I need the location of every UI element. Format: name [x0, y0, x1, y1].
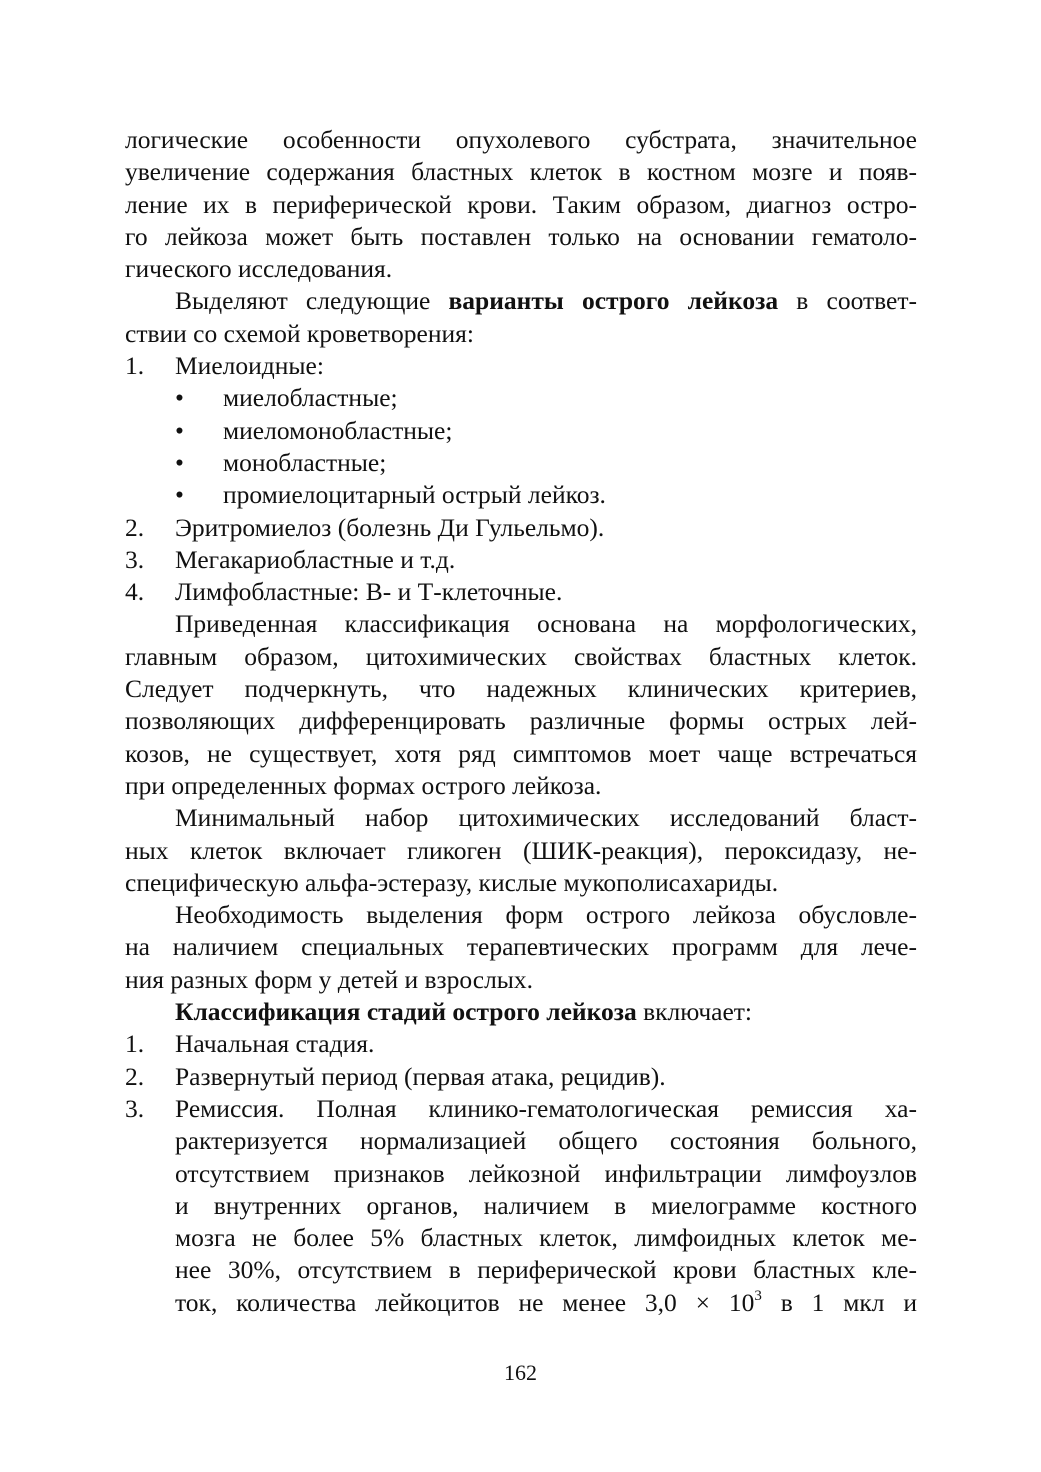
text-line: на наличием специальных терапевтических программ для лече-: [125, 932, 917, 962]
list-text: Начальная стадия.: [175, 1029, 375, 1059]
text-line: [175, 1287, 917, 1319]
bullet-icon: •: [175, 447, 184, 477]
list-item: [125, 1093, 917, 1125]
list-number: 4.: [125, 577, 145, 607]
text-fragment: включает:: [636, 997, 753, 1027]
text-line: главным образом, цитохимических свойствах бластных клеток.: [125, 641, 917, 671]
list-item: [125, 479, 917, 511]
list-text: Развернутый период (первая атака, рецидив).: [175, 1061, 666, 1091]
page-text: [125, 124, 917, 1319]
text-line: козов, не существует, хотя ряд симптомов моет чаще встречаться: [125, 738, 917, 768]
list-text: Лимфобластные: В- и Т-клеточные.: [175, 577, 563, 607]
list-number: 3.: [125, 1093, 145, 1123]
text-line: мозга не более 5% бластных клеток, лимфоидных клеток ме-: [175, 1223, 917, 1253]
list-text: миеломонобластные;: [223, 415, 453, 445]
list-item: [125, 544, 917, 576]
bullet-icon: •: [175, 383, 184, 413]
text-line: увеличение содержания бластных клеток в костном мозге и появ-: [125, 157, 917, 187]
text-line: Приведенная классификация основана на морфологических,: [175, 609, 917, 639]
list-text: монобластные;: [223, 447, 387, 477]
list-number: 1.: [125, 351, 145, 381]
text-line: специфическую альфа-эстеразу, кислые мукополисахариды.: [125, 867, 779, 897]
text-line: рактеризуется нормализацией общего состояния больного,: [175, 1126, 917, 1156]
list-item: [125, 576, 917, 608]
text-line: гического исследования.: [125, 254, 393, 284]
list-item: [125, 415, 917, 447]
paragraph-variants-intro: [125, 285, 917, 350]
text-fragment: в соответ-: [778, 286, 917, 316]
paragraph-necessity: [125, 899, 917, 996]
text-line: Минимальный набор цитохимических исследований бласт-: [175, 803, 917, 833]
list-item: [125, 382, 917, 414]
bold-term: варианты острого лейкоза: [448, 286, 779, 316]
text-line: нее 30%, отсутствием в периферической крови бластных кле-: [175, 1255, 917, 1285]
list-text: Миелоидные:: [175, 351, 324, 381]
text-line: ление их в периферической крови. Таким образом, диагноз остро-: [125, 189, 917, 219]
list-item: [125, 1061, 917, 1093]
paragraph-classification: [125, 608, 917, 802]
text-line: [125, 996, 917, 1028]
list-item: [125, 1028, 917, 1060]
bullet-icon: •: [175, 415, 184, 445]
list-item: [125, 447, 917, 479]
list-text: миелобластные;: [223, 383, 398, 413]
paragraph-1: [125, 124, 917, 285]
stages-list: [125, 1028, 917, 1319]
text-line: ствии со схемой кроветворения:: [125, 318, 474, 348]
text-line: логические особенности опухолевого субстрата, значительное: [125, 125, 917, 154]
text-line: при определенных формах острого лейкоза.: [125, 770, 602, 800]
list-number: 2.: [125, 512, 145, 542]
text-line: и внутренних органов, наличием в миелограмме костного: [175, 1190, 917, 1220]
text-line: Необходимость выделения форм острого лейкоза обусловле-: [175, 900, 917, 930]
myeloid-subtypes-list: [125, 382, 917, 511]
paragraph-stages-intro: [125, 996, 917, 1028]
list-item: [125, 350, 917, 382]
list-number: 1.: [125, 1029, 145, 1059]
text-line: ния разных форм у детей и взрослых.: [125, 964, 534, 994]
list-text: Ремиссия. Полная клинико-гематологическая ремиссия ха-: [175, 1093, 917, 1123]
bullet-icon: •: [175, 480, 184, 510]
stage-3-continuation: [125, 1125, 917, 1319]
text-line: Следует подчеркнуть, что надежных клинических критериев,: [125, 674, 917, 704]
list-number: 2.: [125, 1061, 145, 1091]
text-fragment: в 1 мкл и: [761, 1287, 917, 1317]
text-line: отсутствием признаков лейкозной инфильтрации лимфоузлов: [175, 1158, 917, 1188]
list-number: 3.: [125, 544, 145, 574]
paragraph-cytochemistry: [125, 802, 917, 899]
text-fragment: Выделяют следующие: [175, 286, 449, 316]
list-text: промиелоцитарный острый лейкоз.: [223, 480, 606, 510]
list-text: Мегакариобластные и т.д.: [175, 544, 456, 574]
variants-list: [125, 350, 917, 608]
bold-term: Классификация стадий острого лейкоза: [175, 997, 637, 1027]
text-line: ных клеток включает гликоген (ШИК-реакция), пероксидазу, не-: [125, 835, 917, 865]
page-number: 162: [504, 1360, 537, 1385]
list-item: [125, 512, 917, 544]
text-line: го лейкоза может быть поставлен только на основании гематоло-: [125, 221, 917, 251]
superscript: 3: [754, 1287, 762, 1304]
list-text: Эритромиелоз (болезнь Ди Гульельмо).: [175, 512, 605, 542]
text-line: позволяющих дифференцировать различные формы острых лей-: [125, 706, 917, 736]
text-fragment: ток, количества лейкоцитов не менее 3,0 × 10: [175, 1287, 755, 1317]
text-line: [125, 285, 917, 317]
